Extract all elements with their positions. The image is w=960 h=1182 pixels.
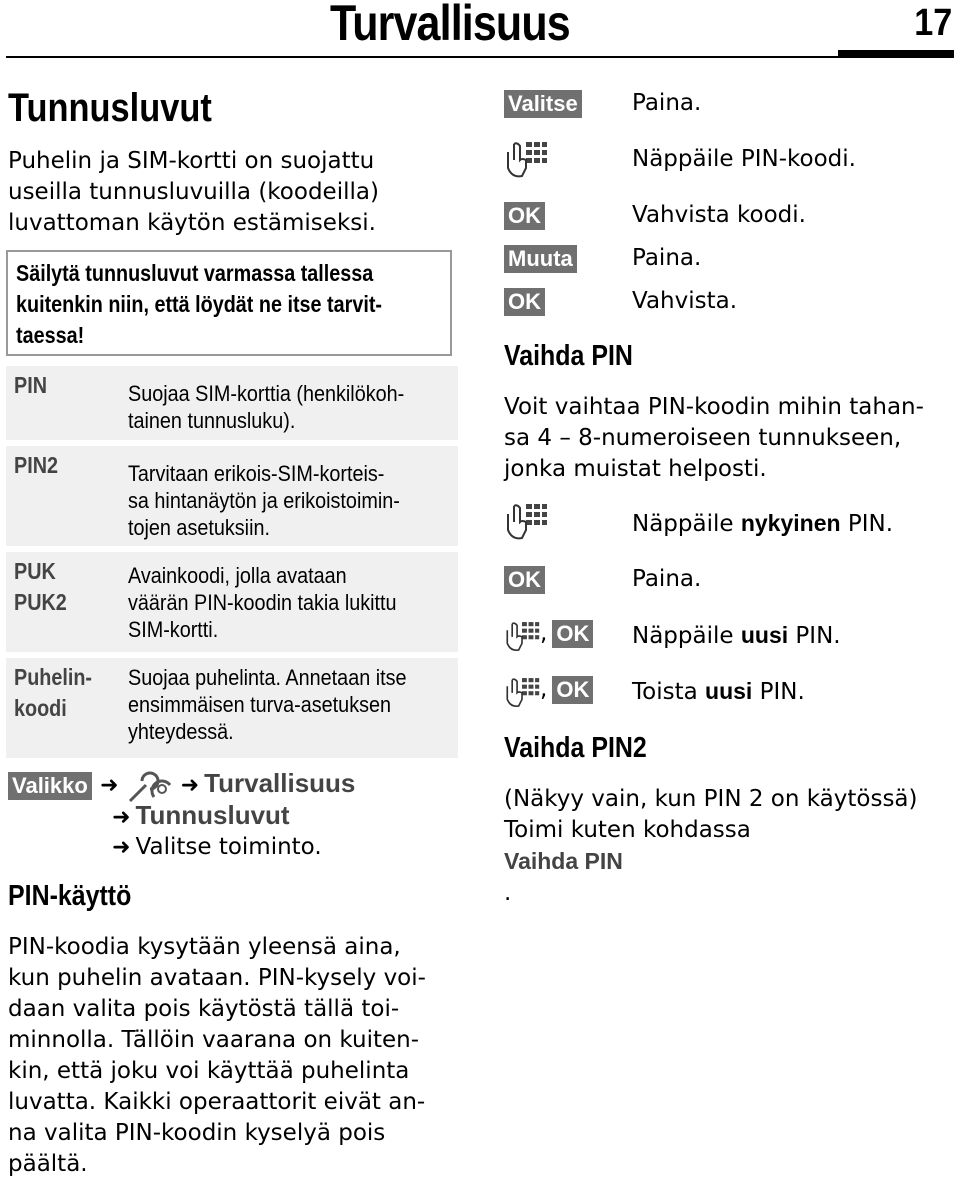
step-text-pre: Näppäile <box>632 511 741 537</box>
section-heading-vaihda-pin: Vaihda PIN <box>504 340 633 372</box>
change-pin-line: jonka muistat helposti. <box>504 456 767 482</box>
step-text: Paina. <box>632 245 702 271</box>
pin-usage-line: luvatta. Kaikki operaattorit eivät an- <box>8 1089 426 1115</box>
code-desc <box>128 380 404 434</box>
code-key-line: PUK2 <box>14 589 67 615</box>
code-key <box>14 662 92 724</box>
arrow-right-icon: ➜ <box>112 805 131 830</box>
code-row-puk <box>6 552 458 652</box>
step-text-post: PIN. <box>840 511 894 537</box>
keypad-icon <box>504 616 540 656</box>
change-pin-line: Voit vaihtaa PIN-koodin mihin tahan- <box>504 394 924 420</box>
step-keypad-ok <box>504 616 593 656</box>
change-pin2-text <box>504 784 918 909</box>
arrow-right-icon: ➜ <box>112 835 131 860</box>
code-key-line: PIN2 <box>14 452 58 478</box>
step-keypad-ok <box>504 672 593 712</box>
step-text: Paina. <box>632 90 702 116</box>
code-desc-line: Avainkoodi, jolla avataan <box>128 563 347 588</box>
code-key <box>14 370 47 401</box>
menu-item-turvallisuus[interactable]: Turvallisuus <box>204 768 356 798</box>
code-key-line: PIN <box>14 372 47 398</box>
softkey-label[interactable]: OK <box>504 202 545 230</box>
softkey-ok[interactable]: OK <box>552 620 593 648</box>
code-desc-line: Suojaa SIM-korttia (henkilökoh- <box>128 381 405 406</box>
header-page-marker <box>838 50 954 57</box>
intro-paragraph <box>8 146 379 239</box>
code-row-pin2 <box>6 446 458 546</box>
softkey-label[interactable]: OK <box>504 566 545 594</box>
intro-line: useilla tunnusluvuilla (koodeilla) <box>8 179 379 205</box>
code-desc <box>128 664 407 745</box>
cross-reference-link[interactable]: Vaihda PIN <box>504 848 623 874</box>
change-pin-line: sa 4 – 8-numeroiseen tunnukseen, <box>504 425 902 451</box>
step-text: Näppäile PIN-koodi. <box>632 146 856 172</box>
step-text: Vahvista koodi. <box>632 202 806 228</box>
separator: , <box>540 676 548 703</box>
softkey-ok[interactable] <box>504 202 545 230</box>
step-text: Paina. <box>632 566 702 592</box>
code-desc-line: sa hintanäytön ja erikoistoimin- <box>128 488 400 513</box>
pin-usage-line: kun puhelin avataan. PIN-kysely voi- <box>8 965 426 991</box>
keypad-icon <box>504 138 548 184</box>
code-desc-line: ensimmäisen turva-asetuksen <box>128 692 392 717</box>
menu-path-line1 <box>100 768 355 804</box>
pin-usage-line: daan valita pois käytöstä tällä toi- <box>8 996 400 1022</box>
softkey-ok[interactable] <box>504 566 545 594</box>
intro-line: luvattoman käytön estämiseksi. <box>8 210 376 236</box>
step-text-bold: uusi <box>705 678 753 704</box>
notice-line: kuitenkin niin, että löydät ne itse tarvit- <box>16 291 383 317</box>
menu-softkey[interactable] <box>8 772 92 800</box>
softkey-ok[interactable]: OK <box>552 676 593 704</box>
pin-usage-line: PIN-koodia kysytään yleensä aina, <box>8 934 401 960</box>
notice-line: taessa! <box>16 322 85 348</box>
section-heading-tunnusluvut: Tunnusluvut <box>8 86 212 130</box>
code-row-puhelinkoodi <box>6 658 458 758</box>
header-rule <box>6 56 954 58</box>
code-desc-line: Suojaa puhelinta. Annetaan itse <box>128 665 407 690</box>
step-text <box>632 622 841 649</box>
notice-box <box>6 250 452 356</box>
step-text-post: PIN. <box>788 623 841 649</box>
menu-path-line3 <box>112 832 322 863</box>
code-desc-line: SIM-kortti. <box>128 617 219 642</box>
menu-path-line2 <box>112 800 290 831</box>
step-text: Vahvista. <box>632 288 738 314</box>
step-text-bold: uusi <box>740 622 789 648</box>
step-text <box>632 678 805 705</box>
change-pin2-post: . <box>504 880 512 906</box>
page-header-title: Turvallisuus <box>330 0 570 51</box>
code-desc <box>128 562 397 643</box>
code-desc-line: tainen tunnusluku). <box>128 408 296 433</box>
code-key <box>14 450 58 481</box>
code-desc-line: väärän PIN-koodin takia lukittu <box>128 590 397 615</box>
menu-item-tunnusluvut[interactable]: Tunnusluvut <box>135 800 290 830</box>
code-desc-line: tojen asetuksiin. <box>128 515 270 540</box>
code-key-line: Puhelin- <box>14 664 93 690</box>
softkey-ok[interactable] <box>504 288 545 316</box>
separator: , <box>540 620 548 647</box>
pin-usage-line: na valita PIN-koodin kyselyä pois <box>8 1120 386 1146</box>
change-pin-intro <box>504 392 924 485</box>
code-row-pin <box>6 366 458 440</box>
softkey-valikko[interactable]: Valikko <box>8 772 92 800</box>
change-pin2-pre: Toimi kuten kohdassa <box>504 817 751 843</box>
pin-usage-line: kin, että joku voi käyttää puhelinta <box>8 1058 410 1084</box>
keypad-icon <box>504 672 540 712</box>
code-key <box>14 556 67 618</box>
pin-usage-line: päältä. <box>8 1151 88 1177</box>
softkey-label[interactable]: OK <box>504 288 545 316</box>
notice-text <box>16 258 382 351</box>
section-heading-pin-kaytto: PIN-käyttö <box>8 880 132 912</box>
arrow-right-icon: ➜ <box>100 773 119 798</box>
softkey-label[interactable]: Muuta <box>504 245 577 273</box>
pin-usage-line: minnolla. Tällöin vaarana on kuiten- <box>8 1027 420 1053</box>
pin-usage-paragraph <box>8 932 426 1180</box>
menu-instruction: Valitse toiminto. <box>135 834 322 860</box>
code-desc <box>128 460 400 541</box>
code-key-line: koodi <box>14 695 67 721</box>
page-number: 17 <box>913 2 952 44</box>
keypad-icon <box>504 500 548 546</box>
step-text-pre: Näppäile <box>632 623 741 649</box>
intro-line: Puhelin ja SIM-kortti on suojattu <box>8 148 375 174</box>
softkey-valitse[interactable] <box>504 90 582 118</box>
step-text <box>632 510 893 537</box>
softkey-muuta[interactable] <box>504 245 577 273</box>
softkey-label[interactable]: Valitse <box>504 90 582 118</box>
step-text-bold: nykyinen <box>740 510 841 536</box>
change-pin2-line: (Näkyy vain, kun PIN 2 on käytössä) <box>504 786 918 812</box>
code-key-line: PUK <box>14 558 56 584</box>
code-desc-line: yhteydessä. <box>128 719 234 744</box>
step-text-pre: Toista <box>632 679 706 705</box>
arrow-right-icon: ➜ <box>180 773 200 798</box>
code-desc-line: Tarvitaan erikois-SIM-korteis- <box>128 461 385 486</box>
section-heading-vaihda-pin2: Vaihda PIN2 <box>504 732 647 764</box>
change-pin2-line <box>504 815 918 909</box>
step-text-post: PIN. <box>752 679 805 705</box>
notice-line: Säilytä tunnusluvut varmassa tallessa <box>16 260 374 286</box>
